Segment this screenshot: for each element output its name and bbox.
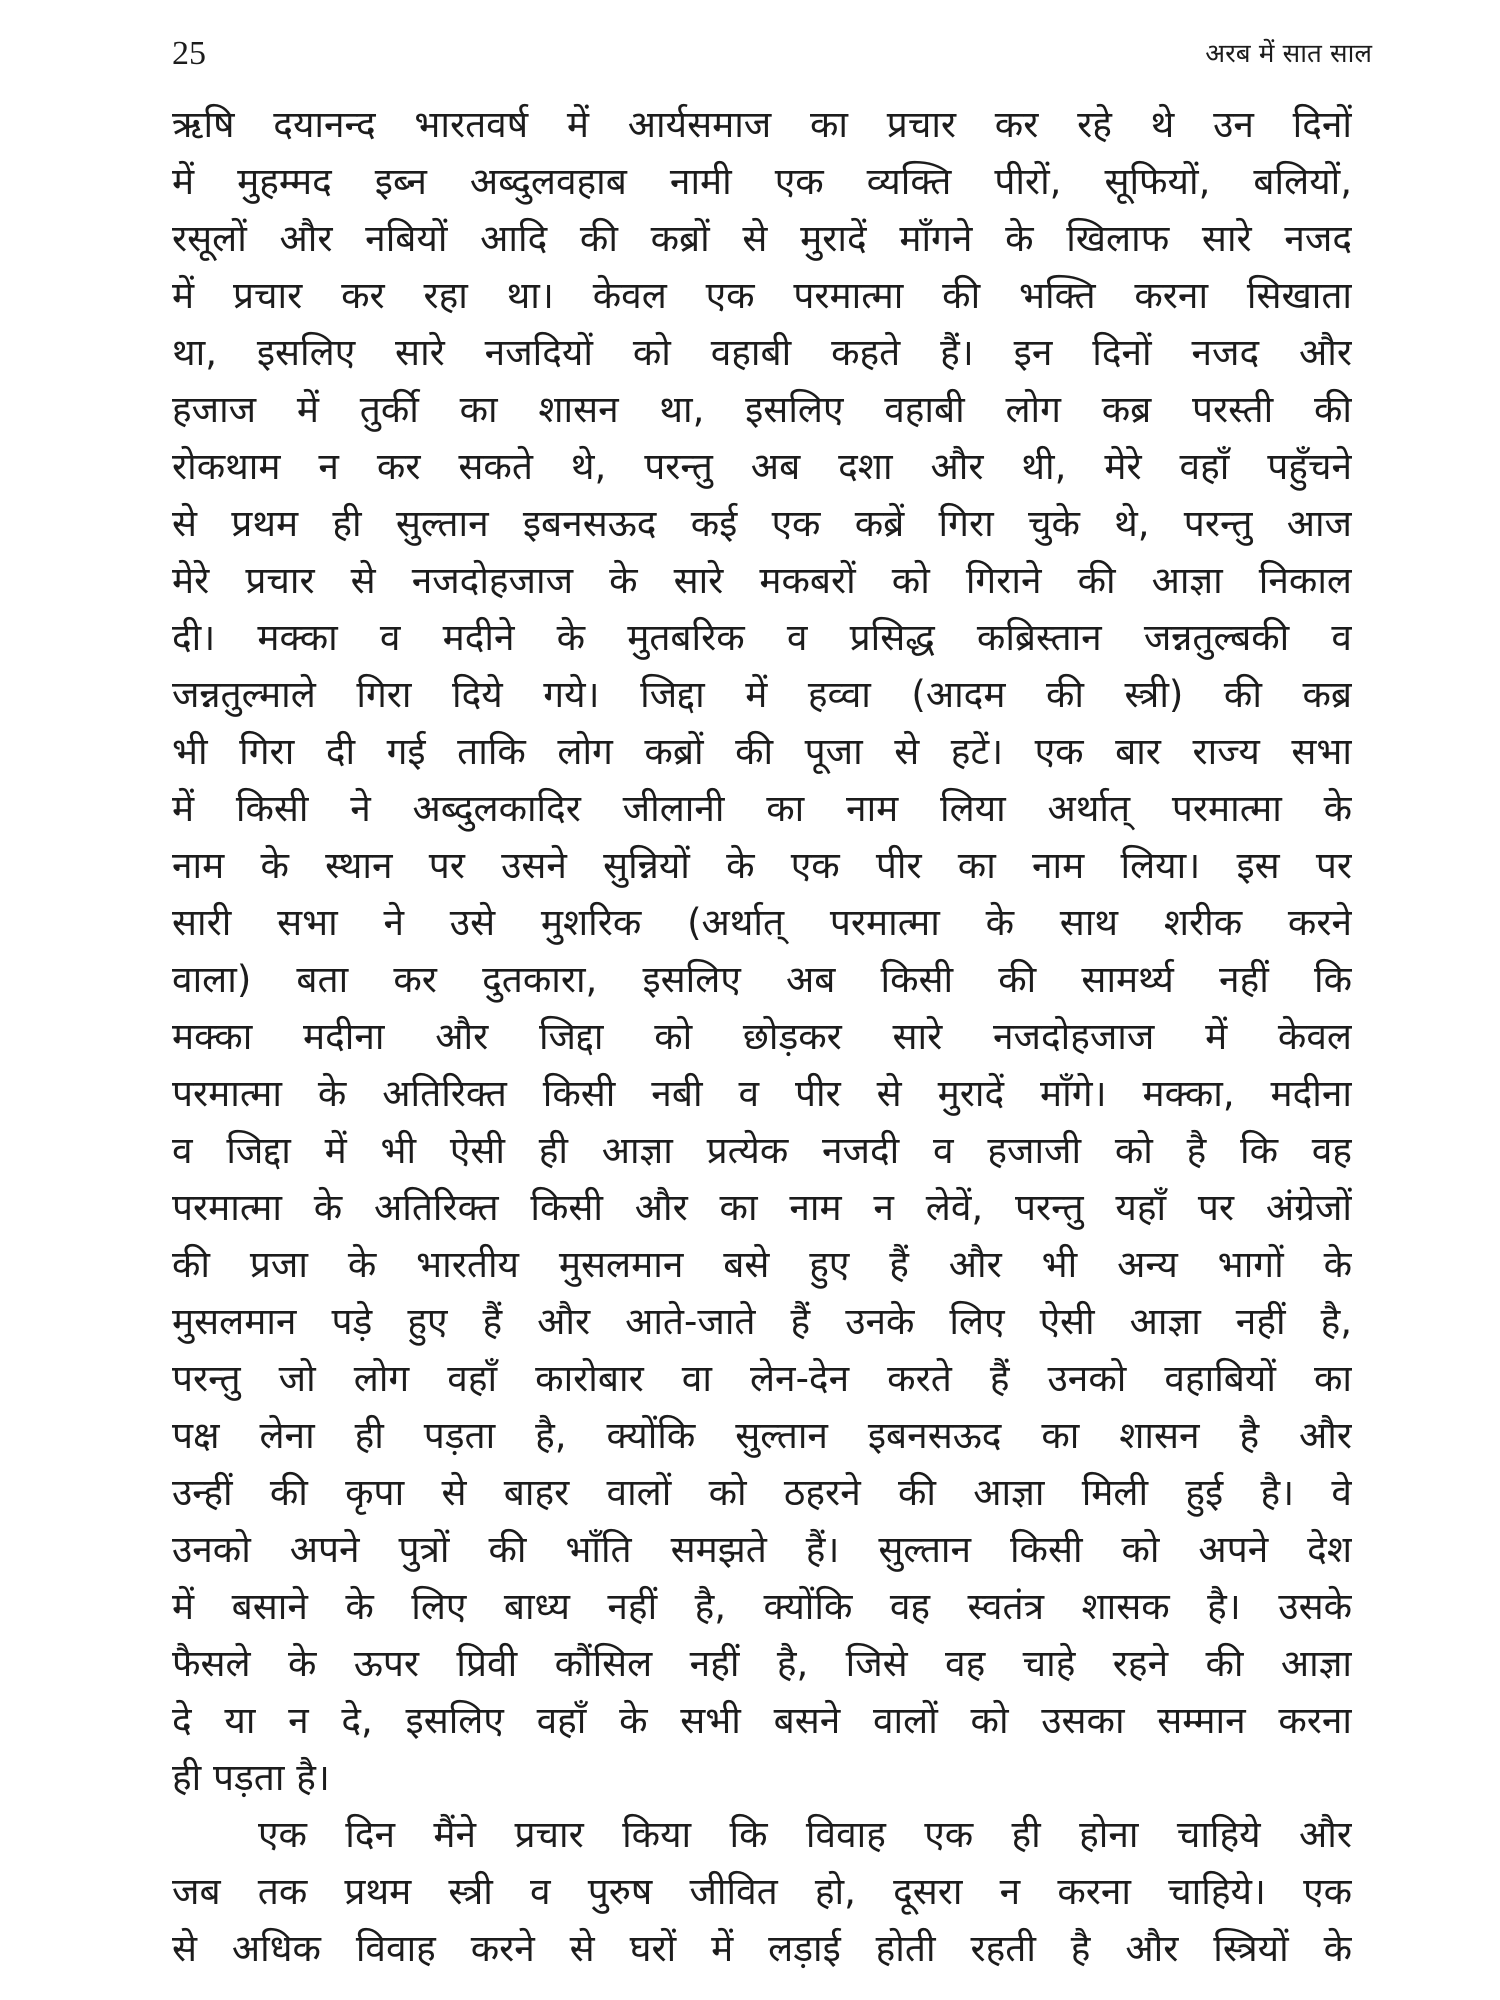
text-line: दे या न दे, इसलिए वहाँ के सभी बसने वालों को उसका सम्मान करना [172, 1699, 1352, 1742]
text-line: फैसले के ऊपर प्रिवी कौंसिल नहीं है, जिसे वह चाहे रहने की आज्ञा [172, 1642, 1352, 1685]
text-line: में किसी ने अब्दुलकादिर जीलानी का नाम लिया अर्थात् परमात्मा के [172, 787, 1352, 830]
paragraph-end-line: ही पड़ता है। [172, 1756, 330, 1799]
text-line: सारी सभा ने उसे मुशरिक (अर्थात् परमात्मा के साथ शरीक करने [172, 901, 1352, 944]
running-title: अरब में सात साल [1205, 39, 1372, 69]
text-line: वाला) बता कर दुतकारा, इसलिए अब किसी की सामर्थ्य नहीं कि [172, 958, 1352, 1001]
text-line: परमात्मा के अतिरिक्त किसी नबी व पीर से मुरादें माँगे। मक्का, मदीना [172, 1072, 1352, 1115]
text-line: मुसलमान पड़े हुए हैं और आते-जाते हैं उनके लिए ऐसी आज्ञा नहीं है, [172, 1300, 1352, 1343]
text-line: परन्तु जो लोग वहाँ कारोबार वा लेन-देन करते हैं उनको वहाबियों का [172, 1357, 1352, 1400]
text-line: से अधिक विवाह करने से घरों में लड़ाई होती रहती है और स्त्रियों के [172, 1927, 1352, 1970]
text-line: में बसाने के लिए बाध्य नहीं है, क्योंकि वह स्वतंत्र शासक है। उसके [172, 1585, 1352, 1628]
text-line: दी। मक्का व मदीने के मुतबरिक व प्रसिद्ध कब्रिस्तान जन्नतुल्बकी व [172, 616, 1352, 659]
text-line: भी गिरा दी गई ताकि लोग कब्रों की पूजा से हटें। एक बार राज्य सभा [172, 730, 1352, 773]
text-line: मक्का मदीना और जिद्दा को छोड़कर सारे नजदोहजाज में केवल [172, 1015, 1352, 1058]
text-line: पक्ष लेना ही पड़ता है, क्योंकि सुल्तान इबनसऊद का शासन है और [172, 1414, 1352, 1457]
text-line: ऋषि दयानन्द भारतवर्ष में आर्यसमाज का प्रचार कर रहे थे उन दिनों [172, 103, 1352, 146]
text-line: व जिद्दा में भी ऐसी ही आज्ञा प्रत्येक नजदी व हजाजी को है कि वह [172, 1129, 1352, 1172]
text-line: जन्नतुल्माले गिरा दिये गये। जिद्दा में हव्वा (आदम की स्त्री) की कब्र [172, 673, 1352, 716]
text-line: की प्रजा के भारतीय मुसलमान बसे हुए हैं और भी अन्य भागों के [172, 1243, 1352, 1286]
text-line: में प्रचार कर रहा था। केवल एक परमात्मा की भक्ति करना सिखाता [172, 274, 1352, 317]
text-line: में मुहम्मद इब्न अब्दुलवहाब नामी एक व्यक्ति पीरों, सूफियों, बलियों, [172, 160, 1352, 203]
text-line: उनको अपने पुत्रों की भाँति समझते हैं। सुल्तान किसी को अपने देश [172, 1528, 1352, 1571]
paragraph-start-line: एक दिन मैंने प्रचार किया कि विवाह एक ही होना चाहिये और [258, 1813, 1352, 1856]
text-line: परमात्मा के अतिरिक्त किसी और का नाम न लेवें, परन्तु यहाँ पर अंग्रेजों [172, 1186, 1352, 1229]
text-line: रोकथाम न कर सकते थे, परन्तु अब दशा और थी, मेरे वहाँ पहुँचने [172, 445, 1352, 488]
text-line: था, इसलिए सारे नजदियों को वहाबी कहते हैं। इन दिनों नजद और [172, 331, 1352, 374]
page-header [172, 34, 1372, 82]
text-line: से प्रथम ही सुल्तान इबनसऊद कई एक कब्रें गिरा चुके थे, परन्तु आज [172, 502, 1352, 545]
text-line: जब तक प्रथम स्त्री व पुरुष जीवित हो, दूसरा न करना चाहिये। एक [172, 1870, 1352, 1913]
body-text [172, 96, 1352, 1977]
text-line: मेरे प्रचार से नजदोहजाज के सारे मकबरों को गिराने की आज्ञा निकाल [172, 559, 1352, 602]
text-line: नाम के स्थान पर उसने सुन्नियों के एक पीर का नाम लिया। इस पर [172, 844, 1352, 887]
page-number: 25 [172, 35, 206, 72]
text-line: उन्हीं की कृपा से बाहर वालों को ठहरने की आज्ञा मिली हुई है। वे [172, 1471, 1352, 1514]
text-line: हजाज में तुर्की का शासन था, इसलिए वहाबी लोग कब्र परस्ती की [172, 388, 1352, 431]
text-line: रसूलों और नबियों आदि की कब्रों से मुरादें माँगने के खिलाफ सारे नजद [172, 217, 1352, 260]
